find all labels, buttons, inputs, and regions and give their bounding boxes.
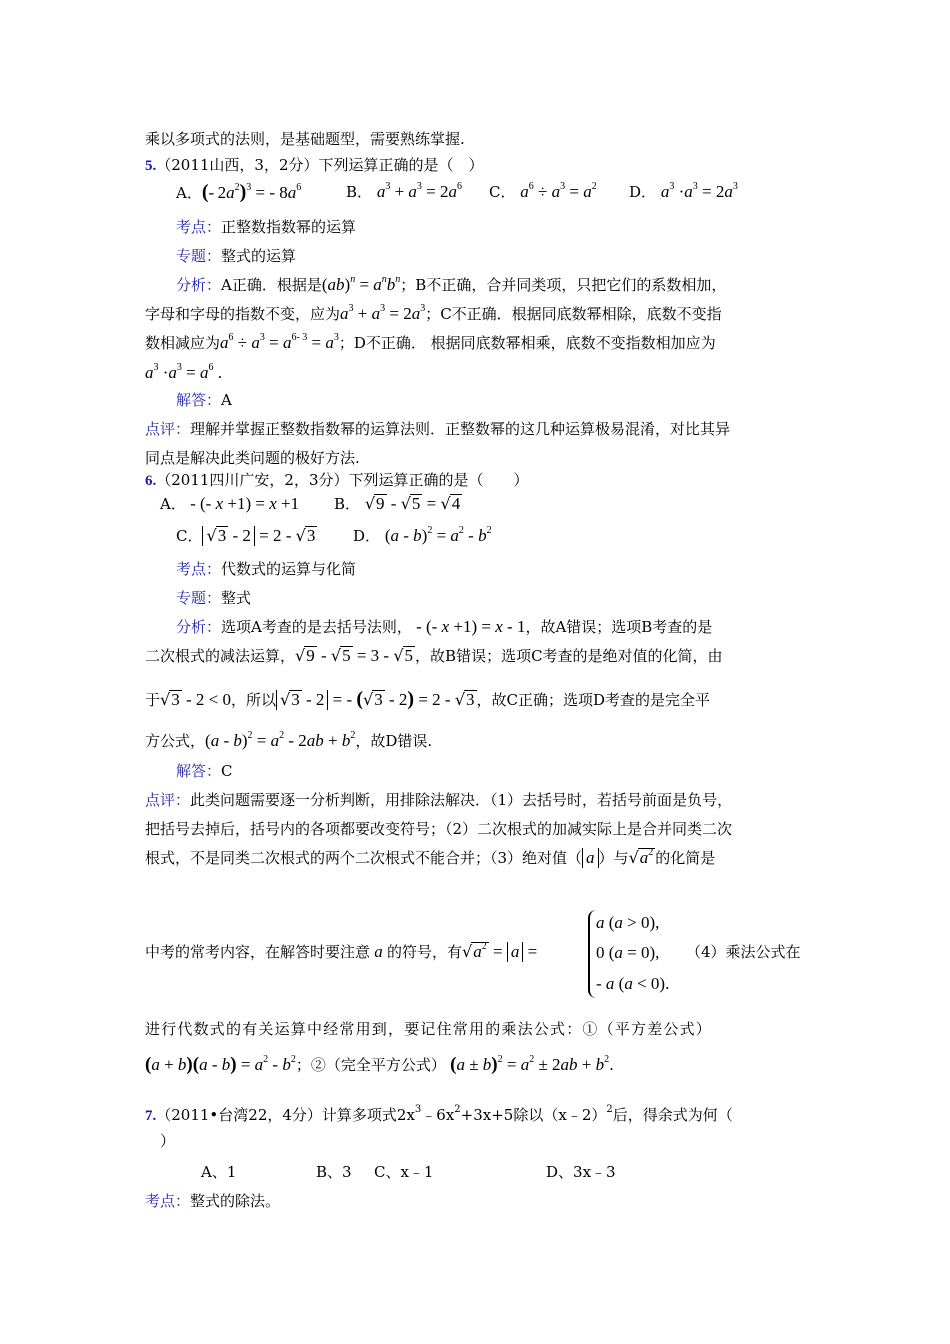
dianping-row-5: 进行代数式的有关运算中经常用到，要记住常用的乘法公式：①（平方差公式） xyxy=(145,1020,713,1038)
question-6-option-a: A． - (- x +1) = x +1 xyxy=(160,494,300,513)
formula: $a^3 \cdot a^3 = a^6$ . xyxy=(145,362,223,382)
question-6-option-b: B． √9 - √5 = √4 xyxy=(334,494,461,513)
intro-line: 乘以多项式的法则，是基础题型，需要熟练掌握. xyxy=(145,130,465,148)
question-7-option-d: D、3x﹣3 xyxy=(546,1163,616,1181)
formula: $(ab)^n = a^nb^n$ xyxy=(321,274,401,294)
fenxi-row-1: 分析：选项A考查的是去括号法则， - (- x +1) = x - 1，故A错误；选项B考查的是 xyxy=(176,617,713,636)
question-stem: （2011四川广安，2，3分）下列运算正确的是（ ） xyxy=(156,471,529,489)
fenxi-row-4: 方公式，$(a - b)^2 = a^2 - 2ab + b^2$，故D错误. xyxy=(145,730,433,750)
question-5-stem xyxy=(145,154,484,177)
fenxi-row-3: 数相减应为$a^6 \div a^3 = a^{6- 3} = a^3$；D不正确． 根据同底数幂相乘，底数不变指数相加应为 xyxy=(145,332,716,352)
kaodian-row: 考点：正整数指数幂的运算 xyxy=(176,218,357,236)
formula: $(a - b)^2 = a^2 - 2ab + b^2$ xyxy=(205,730,356,750)
dianping-row-1: 点评：理解并掌握正整数指数幂的运算法则．正整数幂的这几种运算极易混淆，对比其异 xyxy=(145,420,731,438)
question-number: 5. xyxy=(145,158,157,174)
dianping-row-1: 点评：此类问题需要逐一分析判断，用排除法解决．（1）去括号时，若括号前面是负号， xyxy=(145,791,733,809)
piecewise-case-2: 0 (a = 0), xyxy=(596,943,660,962)
formula: $√a^2 = a$ = xyxy=(462,941,538,961)
kaodian-row: 考点：整式的除法。 xyxy=(145,1192,281,1210)
question-5-option-d: D． $a^3 \cdot a^3 = 2a^3$ xyxy=(629,181,738,201)
formula: $(a - b)^2 = a^2 - b^2$ xyxy=(384,525,492,545)
question-number: 6. xyxy=(145,473,157,489)
question-number: 7. xyxy=(145,1108,157,1124)
question-5-option-a: A．(- $2a^2)^3$ = - $8a^6$ xyxy=(176,181,302,203)
formula: (- $2a^2)^3$ = - $8a^6$ xyxy=(201,181,302,203)
formula: $(a + b)(a - b) = a^2 - b^2$ xyxy=(145,1054,296,1075)
question-6-option-d: D． $(a - b)^2 = a^2 - b^2$ xyxy=(353,525,492,545)
question-5-option-b: B． $a^3 + a^3 = 2a^6$ xyxy=(346,181,462,201)
piecewise-case-1: a (a > 0), xyxy=(596,913,660,932)
fenxi-row-3: 于√3 - 2 < 0，所以 √3 - 2 = - (√3 - 2) = 2 - √3 ，故C正确；选项D考查的是完全平 xyxy=(145,688,711,710)
formula: $a^3 \cdot a^3 = 2a^3$ xyxy=(660,181,738,201)
dianping-row-4-end: （4）乘法公式在 xyxy=(686,943,801,961)
piecewise-case-3: - a (a < 0). xyxy=(596,974,670,993)
dianping-row-2: 把括号去掉后，括号内的各项都要改变符号；（2）二次根式的加减实际上是合并同类二次 xyxy=(145,820,733,838)
dianping-row-3: 根式，不是同类二次根式的两个二次根式不能合并；（3）绝对值（ a ）与$√a^2$ 的化简是 xyxy=(145,847,716,867)
formula: - (- x +1) = x - 1 xyxy=(411,617,526,636)
formula: a xyxy=(582,848,599,867)
question-7-option-b: B、3 xyxy=(316,1163,352,1181)
formula: $a^3 + a^3 = 2a^3$ xyxy=(340,303,426,323)
formula: $a^6 \div a^3 = a^2$ xyxy=(520,181,597,201)
formula: √3 - 2 = 2 - √3 xyxy=(202,526,317,545)
jieda-row: 解答：C xyxy=(176,762,233,780)
formula: $a^6 \div a^3 = a^{6- 3} = a^3$ xyxy=(220,332,339,352)
formula: a xyxy=(370,942,388,961)
kaodian-row: 考点：代数式的运算与化简 xyxy=(176,560,357,578)
question-7-option-a: A、1 xyxy=(201,1163,237,1181)
formula: $(a \pm b)^2 = a^2 \pm 2ab + b^2$ xyxy=(450,1054,610,1075)
fenxi-row-2: 二次根式的减法运算，√9 - √5 = 3 - √5 ，故B错误；选项C考查的是绝对值的化简，由 xyxy=(145,646,723,665)
question-5-option-c: C． $a^6 \div a^3 = a^2$ xyxy=(489,181,597,201)
dianping-row-4: 中考的常考内容，在解答时要注意 a 的符号，有$√a^2 = a$ = xyxy=(145,941,538,961)
question-6-option-c: C． √3 - 2 = 2 - √3 xyxy=(176,526,316,545)
zhuanti-row: 专题：整式的运算 xyxy=(176,247,297,265)
question-7-stem: 7.（2011•台湾22，4分）计算多项式$2x^3﹣6x^2+3x+5$除以（x﹣2）$^2$后，得余式为何（ xyxy=(145,1104,733,1124)
fenxi-row-4 xyxy=(145,362,222,384)
question-7-option-c: C、x﹣1 xyxy=(374,1163,434,1181)
formula: - (- x +1) = x +1 xyxy=(185,494,300,513)
question-7-stem-end: ） xyxy=(160,1132,176,1150)
fenxi-row-2: 字母和字母的指数不变，应为$a^3 + a^3 = 2a^3$；C不正确．根据同底数幂相除，底数不变指 xyxy=(145,303,722,323)
question-6-stem xyxy=(145,469,529,492)
formula: √3 - 2 < 0 xyxy=(160,690,231,709)
zhuanti-row: 专题：整式 xyxy=(176,589,252,607)
dianping-row-6: $(a + b)(a - b) = a^2 - b^2$；②（完全平方公式） $(a \pm b)^2 = a^2 \pm 2ab + b^2$. xyxy=(145,1054,614,1075)
formula: $√a^2$ xyxy=(628,847,654,867)
formula: √9 - √5 = 3 - √5 xyxy=(295,646,414,665)
formula: √3 - 2 = - (√3 - 2) = 2 - √3 xyxy=(276,690,477,709)
question-stem: （2011山西，3，2分）下列运算正确的是（ ） xyxy=(156,156,484,174)
formula: √9 - √5 = √4 xyxy=(364,494,461,513)
dianping-row-2: 同点是解决此类问题的极好方法. xyxy=(145,449,360,467)
fenxi-row-1: 分析：A正确．根据是$(ab)^n = a^nb^n$；B不正确，合并同类项，只把它们的系数相加， xyxy=(176,274,727,294)
jieda-row: 解答：A xyxy=(176,391,232,409)
formula: $a^3 + a^3 = 2a^6$ xyxy=(376,181,462,201)
